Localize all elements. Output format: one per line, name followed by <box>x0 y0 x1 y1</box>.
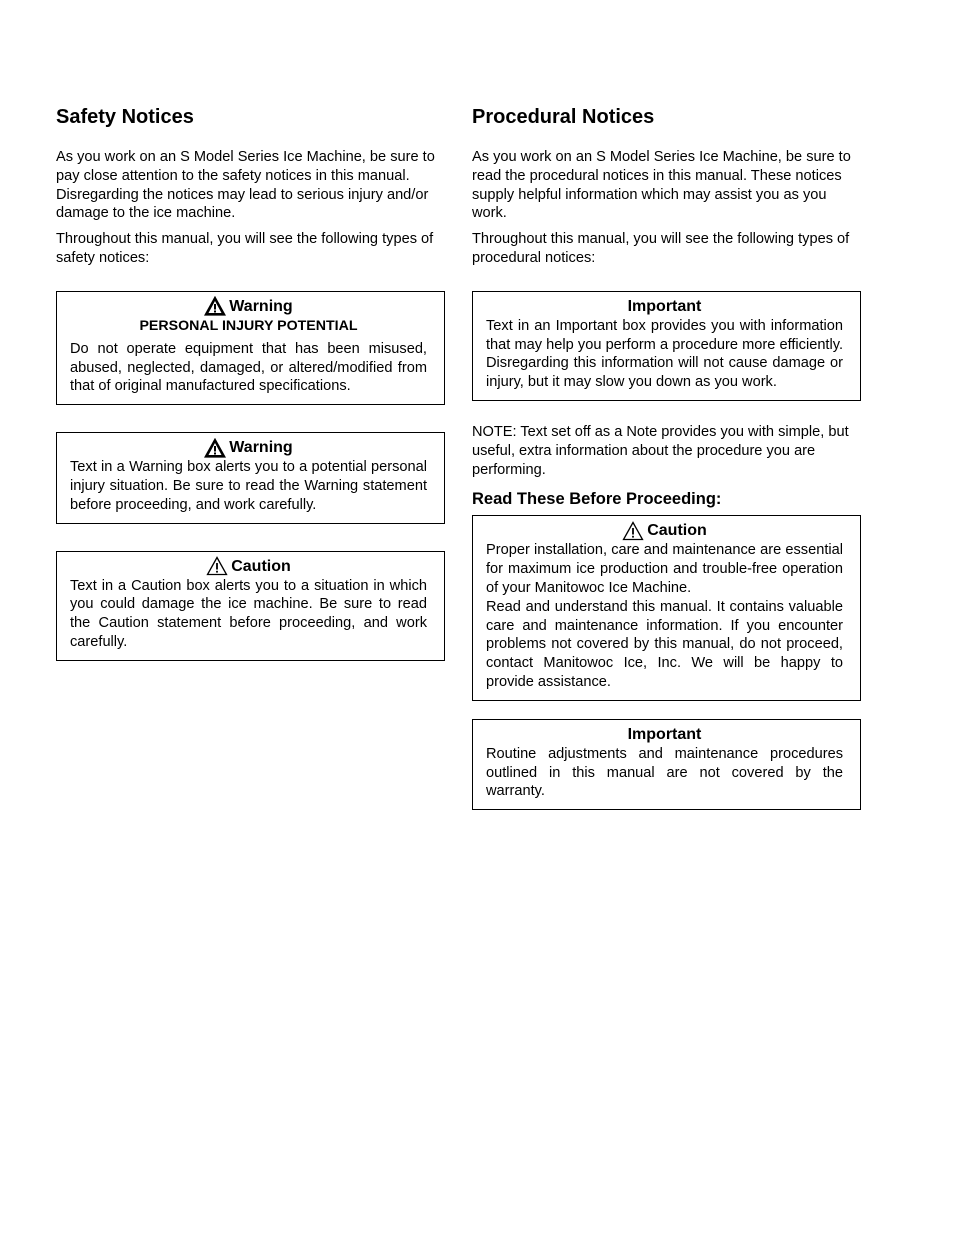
important-box-title: Important <box>627 725 702 743</box>
caution-label: Caution <box>647 522 707 540</box>
safety-intro-paragraph: As you work on an S Model Series Ice Machine, be sure to pay close attention to the safety notices in this manual. Disregarding the notices may lead to serious injury and/or damage to the ice machine. <box>56 149 435 222</box>
caution-triangle-icon <box>622 521 644 541</box>
caution-box-installation <box>472 515 861 700</box>
important-box-title: Important <box>627 297 702 315</box>
personal-injury-subtitle: PERSONAL INJURY POTENTIAL <box>139 317 358 334</box>
warning-box-title <box>70 437 427 458</box>
warning-box-personal-injury <box>56 291 445 405</box>
caution-label: Caution <box>231 557 291 575</box>
read-before-proceeding-heading: Read These Before Proceeding: <box>472 490 722 509</box>
caution-box-body-manual: Read and understand this manual. It contains valuable care and maintenance information. If you encounter problems not covered by this manual, do not proceed, contact Manitowoc Ice, Inc. We will be happy to provide assistance. <box>486 598 843 690</box>
warning-label: Warning <box>229 297 293 315</box>
important-box-body: Routine adjustments and maintenance procedures outlined in this manual are not covered by the warranty. <box>486 745 843 800</box>
caution-box-explanation <box>56 551 445 661</box>
procedural-notices-column <box>472 103 861 810</box>
important-box-warranty <box>472 719 861 810</box>
note-paragraph: NOTE: Text set off as a Note provides you with simple, but useful, extra information about the procedure you are performing. <box>472 423 849 478</box>
procedural-notices-heading: Procedural Notices <box>472 106 655 128</box>
caution-box-body: Text in a Caution box alerts you to a situation in which you could damage the ice machine. Be sure to read the Caution statement before proceeding, and work carefully. <box>70 577 427 650</box>
safety-notices-column <box>56 103 445 661</box>
warning-box-body: Do not operate equipment that has been misused, abused, neglected, damaged, or altered/modified from that of original manufactured specifications. <box>70 340 427 395</box>
caution-triangle-icon <box>206 556 228 576</box>
safety-notices-heading: Safety Notices <box>56 106 194 128</box>
safety-types-paragraph: Throughout this manual, you will see the following types of safety notices: <box>56 231 434 266</box>
warning-box-explanation <box>56 432 445 523</box>
caution-box-title <box>486 520 843 541</box>
procedural-types-paragraph: Throughout this manual, you will see the following types of procedural notices: <box>472 231 850 266</box>
caution-box-title <box>70 556 427 577</box>
procedural-intro-paragraph: As you work on an S Model Series Ice Machine, be sure to read the procedural notices in this manual. These notices supply helpful information which may assist you as you work. <box>472 149 851 222</box>
warning-triangle-icon <box>204 438 226 458</box>
caution-box-body-installation: Proper installation, care and maintenance are essential for maximum ice production and trouble-free operation of your Manitowoc Ice Machine. <box>486 542 843 596</box>
warning-box-body: Text in a Warning box alerts you to a potential personal injury situation. Be sure to read the Warning statement before proceeding, and work carefully. <box>70 459 427 513</box>
important-box-body: Text in an Important box provides you with information that may help you perform a procedure more efficiently. Disregarding this information will not cause damage or injury, but it may slow you down as you work. <box>486 317 843 391</box>
warning-label: Warning <box>229 439 293 457</box>
important-box-explanation <box>472 291 861 401</box>
warning-triangle-icon <box>204 296 226 316</box>
warning-box-title <box>70 296 427 317</box>
